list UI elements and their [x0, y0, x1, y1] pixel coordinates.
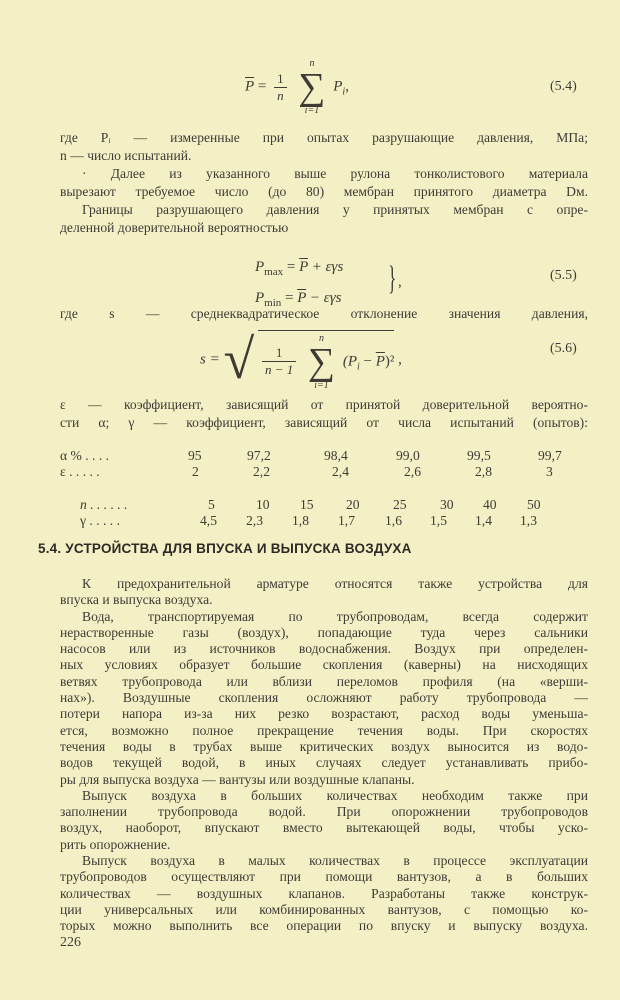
- numerator: 1: [262, 345, 296, 362]
- cell: 98,4: [324, 448, 348, 463]
- cell: 2,3: [246, 513, 263, 528]
- fraction: [262, 345, 296, 378]
- text-line: количествах — воздушных клапанов. Разработаны также конструк-: [60, 885, 588, 901]
- gamma-row: [80, 513, 580, 529]
- cell: 2,4: [332, 464, 349, 479]
- text-block-1: [60, 129, 588, 237]
- section-heading: 5.4. УСТРОЙСТВА ДЛЯ ВПУСКА И ВЫПУСКА ВОЗДУХА: [38, 541, 412, 556]
- cell: 97,2: [247, 448, 271, 463]
- term: (P: [342, 352, 357, 369]
- s-lhs: s =: [200, 351, 220, 368]
- equation-number: (5.5): [550, 268, 577, 283]
- text-line: течения воды в трубах выше критических воздух выносится из водо-: [60, 738, 588, 754]
- text-line: где Pᵢ — измеренные при опытах разрушающие давления, МПа;: [60, 130, 588, 145]
- sub-max: max: [264, 266, 284, 278]
- row-label: n . . . . . .: [80, 497, 128, 512]
- text-line: трубопроводов осуществляют при помощи вантузов, а в больших: [60, 869, 588, 885]
- text-line: заполнении трубопровода водой. При опорожнении трубопроводов: [60, 804, 588, 820]
- sub-min: min: [264, 297, 282, 309]
- sum-symbol: n ∑ i=1: [298, 58, 326, 116]
- text-block-2: [60, 305, 588, 323]
- text-line: К предохранительной арматуре относятся также устройства для: [82, 576, 588, 591]
- p: P: [255, 259, 265, 275]
- cell: 4,5: [200, 513, 217, 528]
- cell: 1,6: [385, 513, 402, 528]
- term-end: )²: [384, 352, 395, 369]
- comma: ,: [345, 78, 349, 95]
- text-line: нах»). Воздушные скопления осложняют работу трубопровода —: [60, 690, 588, 706]
- cell: 3: [546, 464, 553, 479]
- cell: 2,6: [404, 464, 421, 479]
- text-line: потери напора из-за них резко возрастают, расход воды уменьша-: [60, 706, 588, 722]
- radical-sign: √: [223, 329, 255, 391]
- cell: 1,7: [338, 513, 355, 528]
- p-mean: $\overline{P}$: [375, 352, 385, 369]
- cell: 5: [208, 497, 215, 512]
- brace: }: [388, 260, 397, 297]
- text-line: Границы разрушающего давления у принятых мембран с опре-: [82, 202, 588, 217]
- text-line: торых можно выполнить все операции по впуску и выпуску воздуха.: [60, 918, 588, 934]
- page-number: 226: [60, 935, 81, 950]
- row-label: ε . . . . .: [60, 464, 100, 479]
- text-line: водов текущей водой, в иных случаях следует устанавливать прибо-: [60, 755, 588, 771]
- text-line: Вода, транспортируемая по трубопроводам, всегда содержит: [82, 608, 588, 624]
- cell: 1,5: [430, 513, 447, 528]
- cell: 2: [192, 464, 199, 479]
- cell: 95: [188, 448, 202, 463]
- radicand: [258, 330, 394, 391]
- p: P: [255, 290, 265, 306]
- cell: 40: [483, 497, 497, 512]
- row-label: γ . . . . .: [80, 513, 120, 528]
- rhs: + εγs: [308, 259, 344, 275]
- n-gamma-table: [80, 497, 580, 529]
- equation-number: (5.6): [550, 341, 577, 356]
- text-block-3: [60, 396, 588, 432]
- cell: 20: [346, 497, 360, 512]
- comma: ,: [398, 274, 402, 290]
- comma: ,: [398, 351, 402, 368]
- denominator: n: [277, 87, 284, 103]
- sum-upper: n: [319, 332, 325, 344]
- p-mean: $\overline{P}$: [297, 290, 307, 306]
- text-line: ных условиях образует большие скопления (каверны) на нисходящих: [60, 657, 588, 673]
- p-mean: $\overline{P}$: [299, 259, 308, 275]
- text-line: ры для выпуска воздуха — вантузы или воздушные клапаны.: [60, 771, 415, 787]
- alpha-row: [60, 448, 600, 464]
- denominator: n − 1: [264, 362, 294, 377]
- equation-5-6: [200, 328, 402, 392]
- sum-symbol: n ∑ i=1: [307, 332, 336, 391]
- text-line: ветвях трубопровода или вблизи переломов профиля (на «верши-: [60, 673, 588, 689]
- cell: 1,8: [292, 513, 309, 528]
- cell: 2,2: [253, 464, 270, 479]
- epsilon-row: [60, 464, 600, 480]
- equation-5-4: $\overline{P}$ = $\frac{1}{n}$ n ∑ i=1 $P_i$,: [245, 58, 349, 116]
- sum-lower: i=1: [314, 379, 329, 391]
- equation-number: (5.4): [550, 79, 577, 94]
- p-mean: $\overline{P}$: [245, 78, 255, 95]
- cell: 15: [300, 497, 314, 512]
- rhs: − εγs: [306, 290, 342, 306]
- cell: 2,8: [475, 464, 492, 479]
- row-label: α % . . . .: [60, 448, 110, 463]
- n-row: [80, 497, 580, 513]
- cell: 30: [440, 497, 454, 512]
- sum-lower: i=1: [304, 105, 320, 116]
- sum-upper: n: [309, 58, 315, 69]
- cell: 1,3: [520, 513, 537, 528]
- text-line: Выпуск воздуха в малых количествах в процессе эксплуатации: [82, 853, 588, 869]
- cell: 99,0: [396, 448, 420, 463]
- text-line: n — число испытаний.: [60, 148, 192, 163]
- cell: 50: [527, 497, 541, 512]
- term: P: [333, 78, 343, 95]
- numerator: 1: [274, 71, 287, 88]
- text-line: вырезают требуемое число (до 80) мембран принятого диаметра Dм.: [60, 184, 588, 199]
- text-line: · Далее из указанного выше рулона тонколистового материала: [82, 166, 588, 181]
- cell: 25: [393, 497, 407, 512]
- text-line: ции универсальных или комбинированных вантузов, с помощью ко-: [60, 901, 588, 917]
- cell: 10: [256, 497, 270, 512]
- term-sub: i: [357, 360, 360, 372]
- text-line: ется, возможно полное прекращение течения воды. При скоростях: [60, 722, 588, 738]
- fraction: [274, 71, 287, 104]
- body-text: [60, 576, 588, 935]
- cell: 99,5: [467, 448, 491, 463]
- text-line: ε — коэффициент, зависящий от принятой доверительной вероятно-: [60, 397, 588, 412]
- text-line: деленной доверительной вероятностью: [60, 220, 289, 235]
- text-line: сти α; γ — коэффициент, зависящий от числа испытаний (опытов):: [60, 415, 588, 430]
- text-line: воздух, наоборот, впускают вместо вытекающей воды, чтобы уско-: [60, 820, 588, 836]
- cell: 1,4: [475, 513, 492, 528]
- text-line: нерастворенные газы (воздух), попадающие туда через сальники: [60, 624, 588, 640]
- text-line: где s — среднеквадратическое отклонение значения давления,: [60, 306, 588, 321]
- term-sub: i: [342, 86, 346, 98]
- alpha-epsilon-table: [60, 448, 600, 480]
- text-line: рить опорожнение.: [60, 836, 171, 852]
- text-line: Выпуск воздуха в больших количествах необходим также при: [82, 787, 588, 803]
- minus: −: [359, 352, 376, 369]
- cell: 99,7: [538, 448, 562, 463]
- equation-5-5: $P_{max} = \overline{P} + \varepsilon\gamma s$ $P_{min} = \overline{P} - \varepsilon\gamma s$: [255, 259, 344, 309]
- text-line: впуска и выпуска воздуха.: [60, 592, 213, 608]
- text-line: насосов или из источников водоснабжения. Воздух при определен-: [60, 641, 588, 657]
